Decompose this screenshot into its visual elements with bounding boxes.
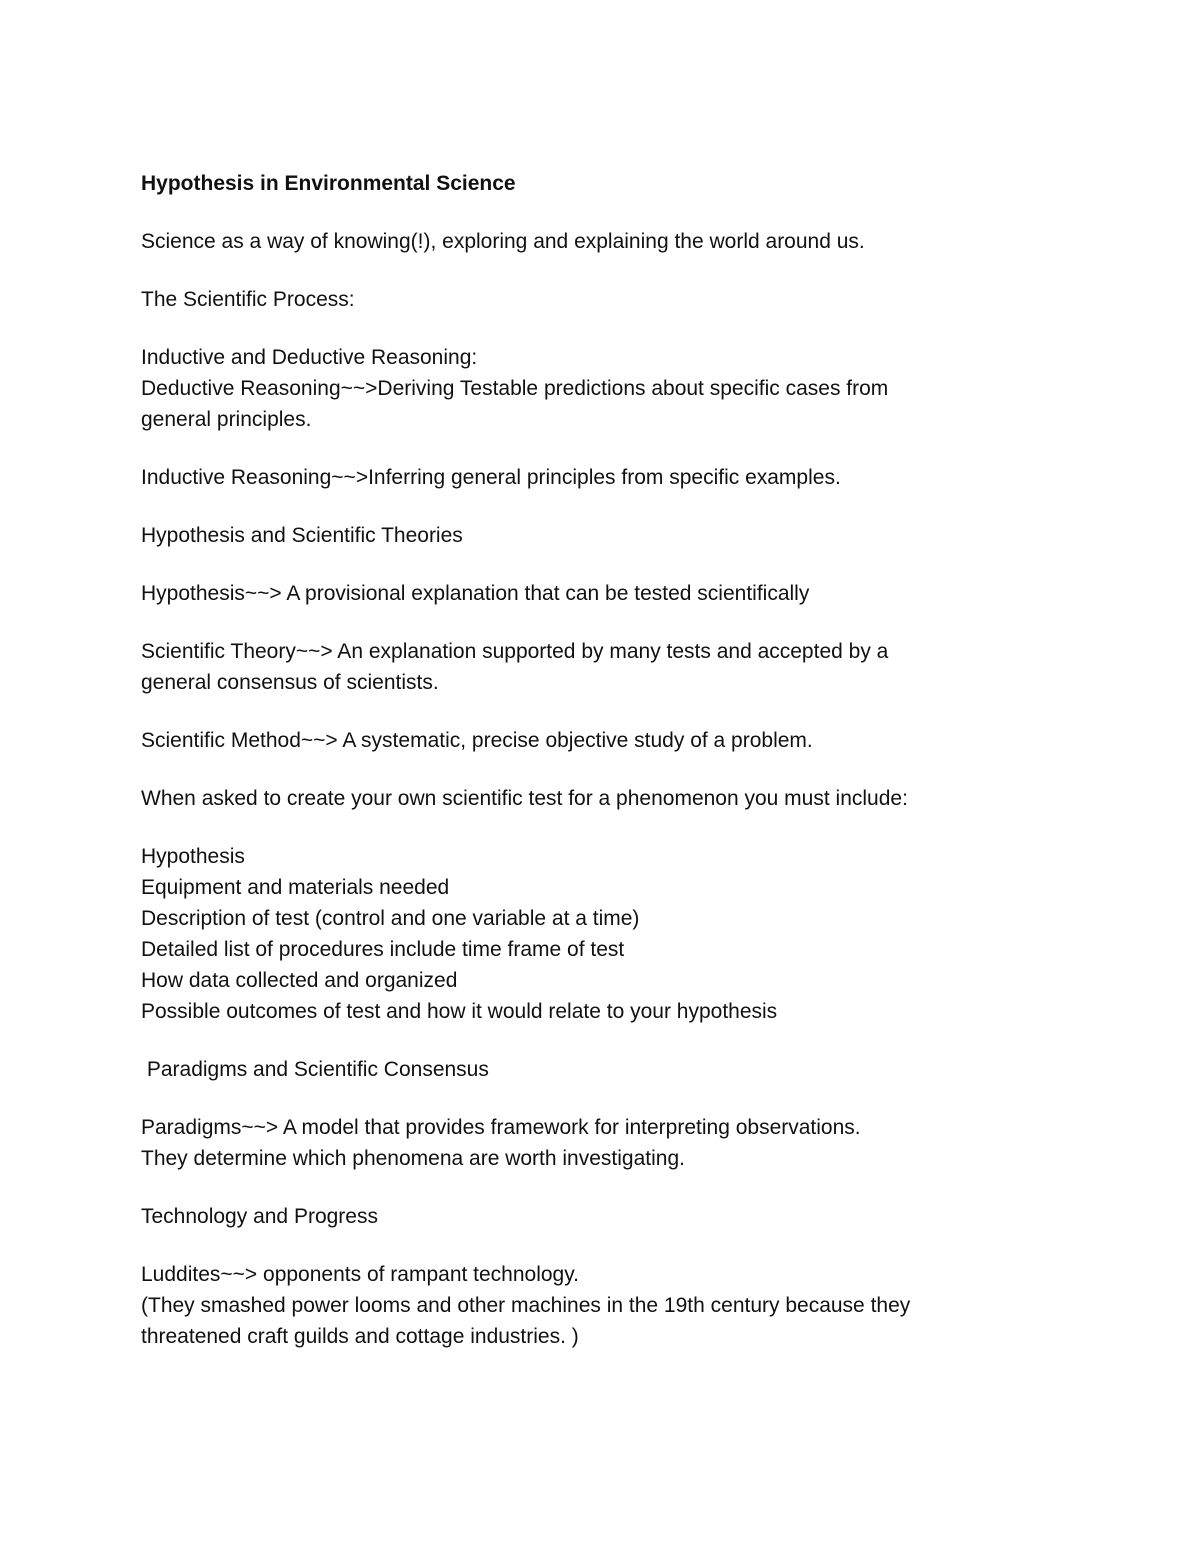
spacer [141,814,1041,841]
test-item: How data collected and organized [141,969,458,992]
reasoning-heading: Inductive and Deductive Reasoning: [141,346,478,369]
document-page [141,168,1041,1352]
theories-heading: Hypothesis and Scientific Theories [141,524,463,547]
luddites-line-1: Luddites~~> opponents of rampant technology. [141,1263,580,1286]
spacer [141,435,1041,462]
theory-line-1: Scientific Theory~~> An explanation supported by many tests and accepted by a [141,640,889,663]
test-item: Possible outcomes of test and how it would relate to your hypothesis [141,1000,778,1023]
spacer [141,257,1041,284]
paradigms-line-1: Paradigms~~> A model that provides framework for interpreting observations. [141,1116,861,1139]
scientific-process-heading: The Scientific Process: [141,288,355,311]
hypothesis-definition: Hypothesis~~> A provisional explanation that can be tested scientifically [141,582,810,605]
test-intro: When asked to create your own scientific test for a phenomenon you must include: [141,787,908,810]
test-item: Equipment and materials needed [141,876,450,899]
method-definition: Scientific Method~~> A systematic, precise objective study of a problem. [141,729,813,752]
inductive-text: Inductive Reasoning~~>Inferring general principles from specific examples. [141,466,841,489]
spacer [141,1027,1041,1054]
intro-text: Science as a way of knowing(!), exploring and explaining the world around us. [141,230,865,253]
spacer [141,698,1041,725]
test-item: Detailed list of procedures include time frame of test [141,938,625,961]
document-title: Hypothesis in Environmental Science [141,172,516,195]
spacer [141,551,1041,578]
spacer [141,199,1041,226]
spacer [141,1174,1041,1201]
paradigms-line-2: They determine which phenomena are worth investigating. [141,1147,685,1170]
theory-line-2: general consensus of scientists. [141,671,439,694]
deductive-line-2: general principles. [141,408,312,431]
spacer [141,1232,1041,1259]
spacer [141,315,1041,342]
deductive-line-1: Deductive Reasoning~~>Deriving Testable predictions about specific cases from [141,377,889,400]
spacer [141,493,1041,520]
luddites-line-3: threatened craft guilds and cottage industries. ) [141,1325,579,1348]
paradigms-heading: Paradigms and Scientific Consensus [141,1058,489,1081]
spacer [141,609,1041,636]
test-item: Description of test (control and one variable at a time) [141,907,640,930]
technology-heading: Technology and Progress [141,1205,378,1228]
spacer [141,1085,1041,1112]
luddites-line-2: (They smashed power looms and other machines in the 19th century because they [141,1294,911,1317]
spacer [141,756,1041,783]
test-item: Hypothesis [141,845,245,868]
